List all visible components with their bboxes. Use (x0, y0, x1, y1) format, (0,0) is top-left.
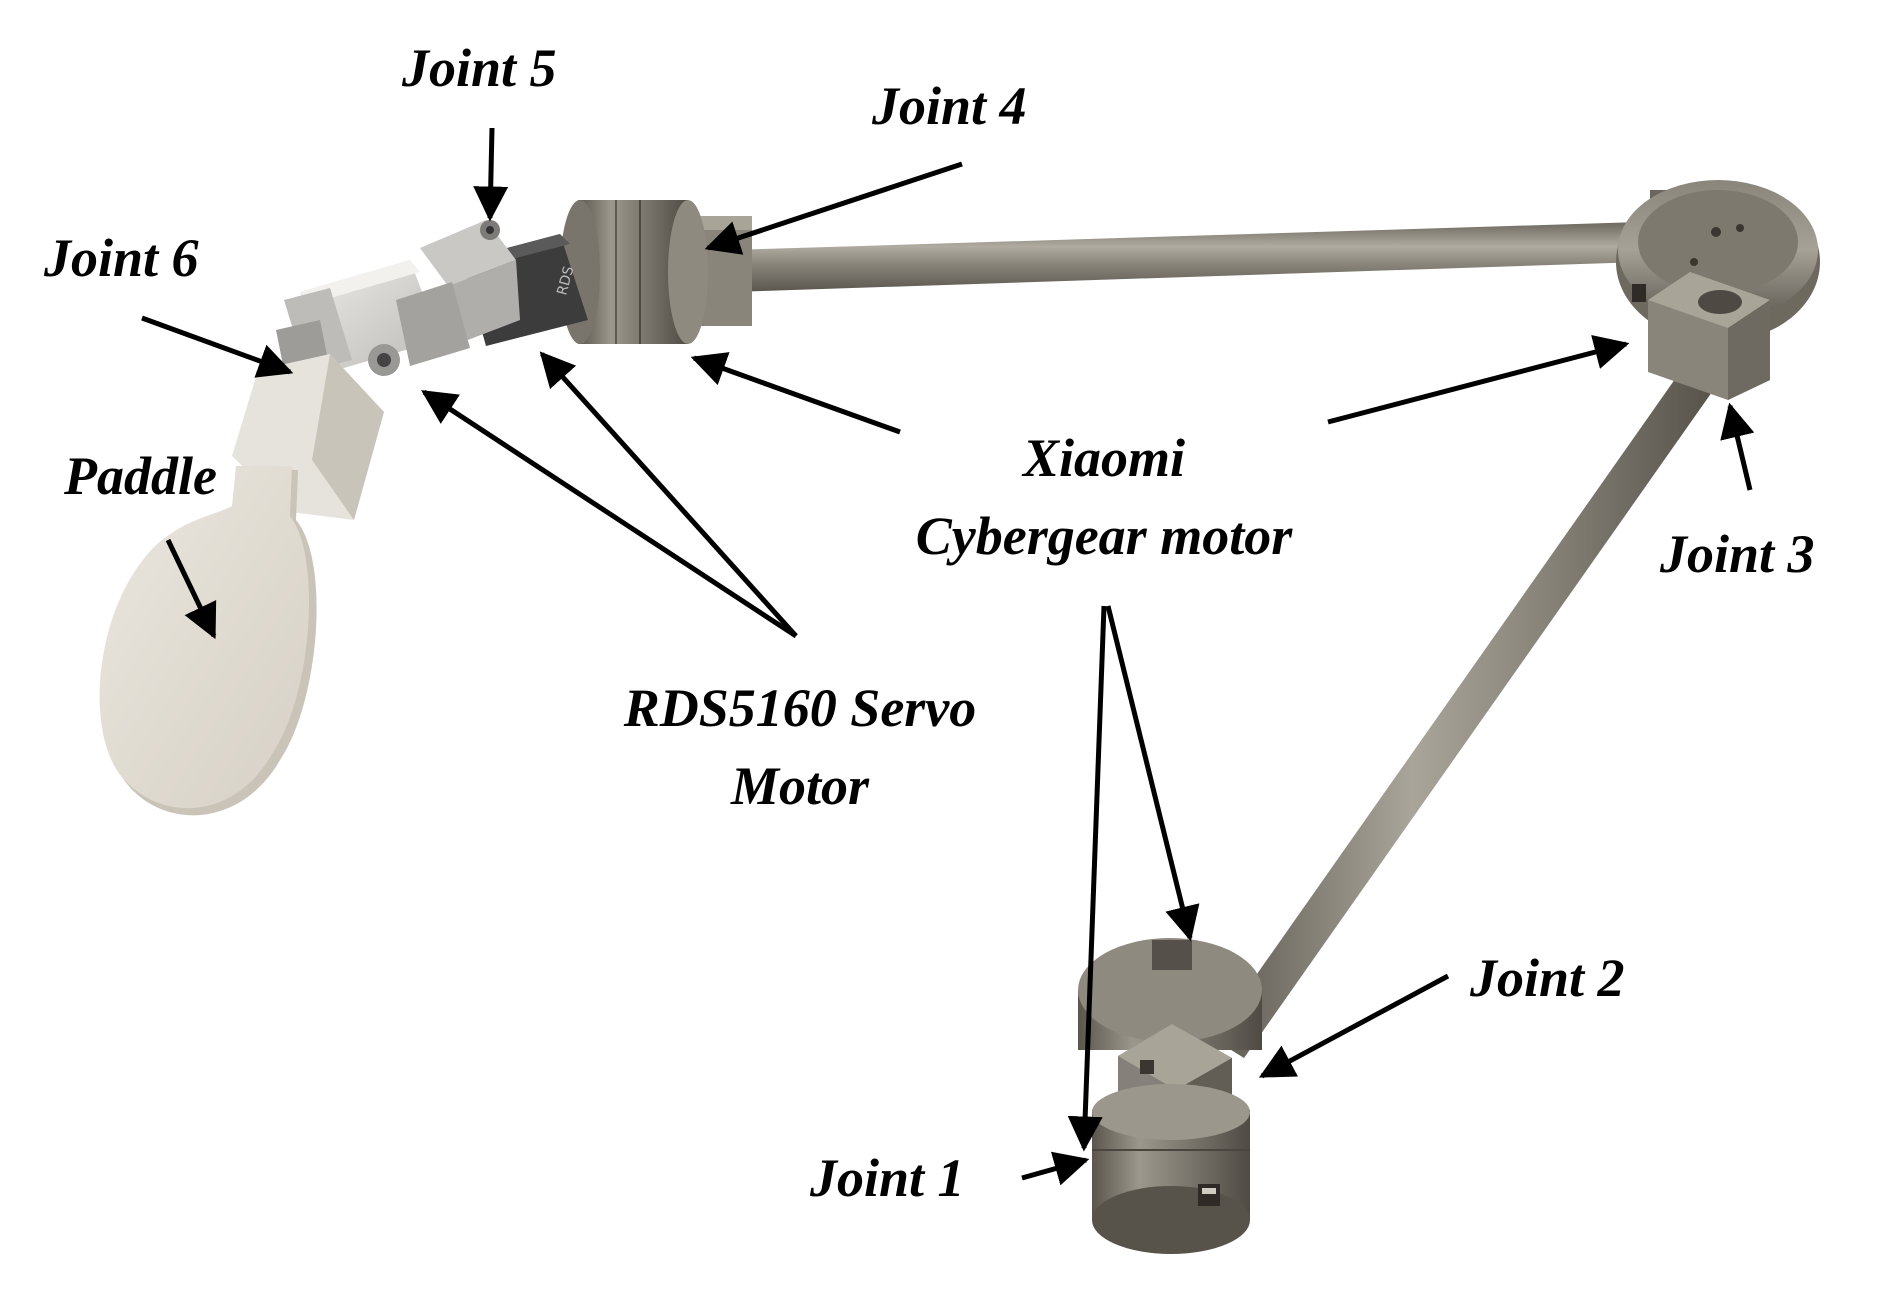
label-joint-2: Joint 2 (1470, 948, 1625, 1008)
label-xiaomi-line1: Xiaomi (1022, 428, 1186, 488)
label-servo-line1: RDS5160 Servo (623, 678, 977, 738)
label-paddle: Paddle (64, 446, 217, 506)
arrow-xiaomi-to-joint2 (1108, 606, 1190, 938)
arrow-joint-1 (1022, 1160, 1086, 1178)
joint-4-motor (560, 200, 752, 344)
paddle (100, 466, 317, 815)
arrow-xiaomi-to-joint3 (1328, 344, 1626, 422)
joint-1-base (1092, 1084, 1250, 1254)
label-servo-line2: Motor (730, 756, 870, 816)
label-xiaomi-line2: Cybergear motor (915, 506, 1293, 566)
label-joint-1: Joint 1 (810, 1148, 965, 1208)
arrow-xiaomi-to-joint4 (694, 358, 900, 432)
arrow-joint-3 (1730, 406, 1750, 490)
label-joint-3: Joint 3 (1660, 524, 1815, 584)
arrow-joint-5 (490, 128, 492, 218)
lower-link-rod (1212, 372, 1712, 1058)
label-joint-6: Joint 6 (44, 228, 199, 288)
upper-link-rod (730, 222, 1648, 292)
label-joint-5: Joint 5 (402, 38, 557, 98)
joint-3-motor (1616, 180, 1820, 400)
arrow-joint-6 (142, 318, 290, 372)
arrow-joint-4 (708, 164, 962, 248)
arrow-xiaomi-to-joint1 (1084, 606, 1104, 1148)
svg-text:RDS: RDS (554, 264, 578, 298)
label-joint-4: Joint 4 (872, 76, 1027, 136)
